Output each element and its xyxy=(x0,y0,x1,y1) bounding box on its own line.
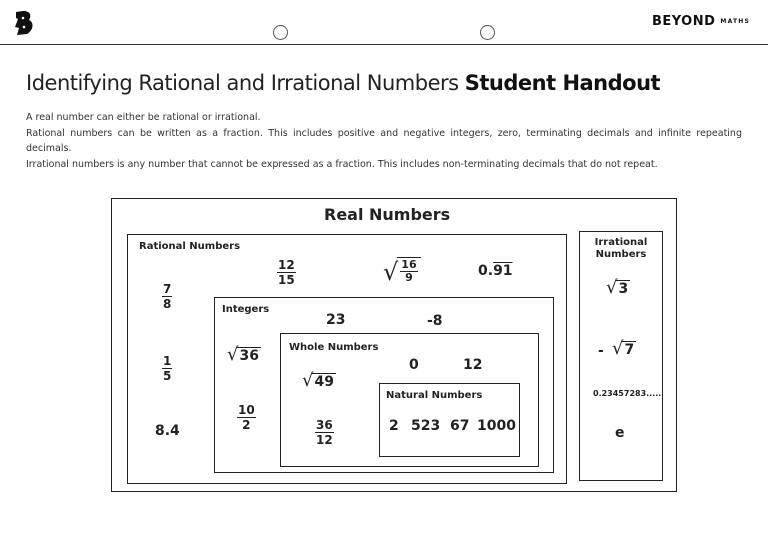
punch-hole-icon xyxy=(273,25,288,40)
sqrt-7: √ 7 xyxy=(612,338,635,359)
whole-12: 12 xyxy=(463,357,483,373)
sqrt-36: √ 36 xyxy=(227,344,259,365)
integer-23: 23 xyxy=(326,312,346,328)
fraction-1-5: $\frac{1}{5}$ xyxy=(163,354,172,383)
repeating-decimal: 0.91 xyxy=(478,263,513,279)
rational-numbers-label: Rational Numbers xyxy=(139,241,241,252)
intro-paragraph: A real number can either be rational or irrational. xyxy=(26,112,261,123)
whole-0: 0 xyxy=(409,357,419,373)
sqrt-fraction-16-9: √ 16 9 xyxy=(383,257,421,284)
euler-number: e xyxy=(615,425,625,441)
intro-paragraph: Irrational numbers is any number that cannot be expressed as a fraction. This includes non-terminating decimals that do not repeat. xyxy=(26,158,658,170)
fraction-12-15: $\frac{12}{15}$ xyxy=(278,258,295,287)
fraction-10-2: $\frac{10}{2}$ xyxy=(238,403,255,432)
brand-wordmark: BEYOND MATHS xyxy=(651,14,750,29)
fraction-7-8: $\frac{7}{8}$ xyxy=(163,282,172,311)
sqrt-3: √ 3 xyxy=(606,277,629,298)
page-header xyxy=(0,0,768,45)
integer-negative-8: -8 xyxy=(427,313,443,329)
negative-sign: - xyxy=(598,343,604,359)
page-title: Identifying Rational and Irrational Numbers Student Handout xyxy=(26,71,661,95)
decimal-8-4: 8.4 xyxy=(155,423,180,439)
natural-2: 2 xyxy=(389,418,399,434)
intro-paragraph: Rational numbers can be written as a fraction. This includes positive and negative integers, zero, terminating decimals and infinite repeating decimals. xyxy=(26,127,742,154)
fraction-36-12: $\frac{36}{12}$ xyxy=(316,418,333,447)
natural-523: 523 xyxy=(411,418,441,434)
sqrt-49: √ 49 xyxy=(302,370,334,391)
real-numbers-label: Real Numbers xyxy=(324,205,451,224)
natural-67: 67 xyxy=(450,418,470,434)
whole-numbers-label: Whole Numbers xyxy=(289,342,379,353)
beyond-logo-icon xyxy=(13,10,35,36)
punch-hole-icon xyxy=(480,25,495,40)
natural-numbers-label: Natural Numbers xyxy=(386,390,483,401)
integers-label: Integers xyxy=(222,304,270,315)
irrational-numbers-label: Irrational Numbers xyxy=(594,237,648,260)
intro-text xyxy=(26,110,742,172)
natural-1000: 1000 xyxy=(477,418,516,434)
irrational-decimal: 0.23457283..... xyxy=(593,389,662,398)
